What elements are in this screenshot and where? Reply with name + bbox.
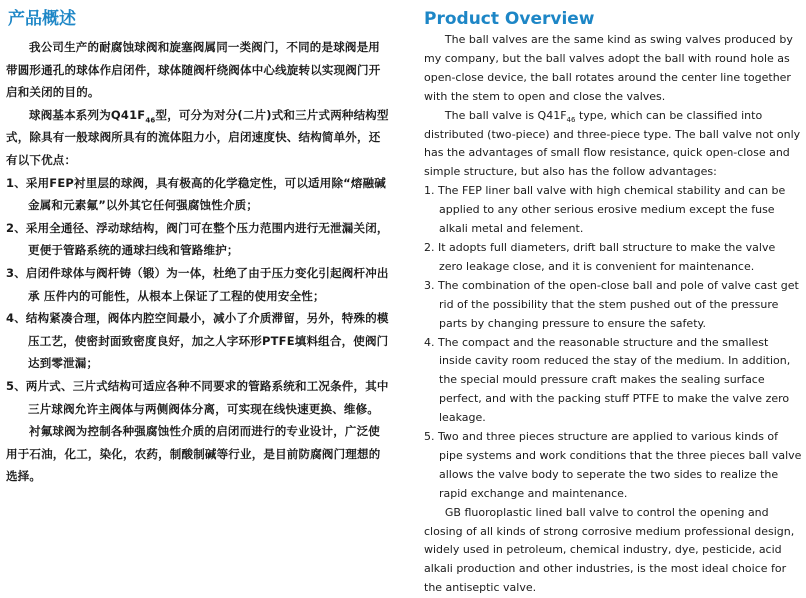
english-basic-series	[424, 107, 802, 183]
chinese-basic-post: 型，可分为对分(二片)式和三片式两种结构型式，除具有一般球阀所具有的流体阻力小，启闭速度快、结构简单外，还有以下优点：	[6, 107, 389, 167]
english-item-1: 1. The FEP liner ball valve with high chemical stability and can be applied to any other serious erosive medium except the fuse alkali metal and felement.	[424, 184, 786, 236]
english-basic-post: type, which can be classified into distributed (two-piece) and three-piece type. The ball valve not only has the advantages of small flow resistance, quick open-close and simple structure, but also has the follow advantages:	[424, 108, 801, 179]
chinese-item-4: 4、结构紧凑合理，阀体内腔空间最小，减小了介质滞留，另外，特殊的模压工艺，使密封面致密度良好，加之人字环形PTFE填料组合，使阀门达到零泄漏；	[6, 311, 389, 371]
chinese-item-2: 2、采用全通径、浮动球结构，阀门可在整个压力范围内进行无泄漏关闭，更便于管路系统的通球扫线和管路维护；	[6, 220, 389, 258]
english-column	[424, 0, 802, 598]
english-intro: The ball valves are the same kind as swing valves produced by my company, but the ball valves adopt the ball with round hole as open-close device, the ball rotates around the center line together with the stem to open and close the valves.	[424, 33, 793, 103]
chinese-item-1: 1、采用FEP衬里层的球阀，具有极高的化学稳定性，可以适用除“熔融碱金属和元素氟”以外其它任何强腐蚀性介质；	[6, 175, 386, 213]
english-item-4: 4. The compact and the reasonable structure and the smallest inside cavity room reduced the stay of the medium. In addition, the special mould pressure craft makes the sealing surface perfect, and with the packing stuff PTFE to make the valve zero leakage.	[424, 335, 791, 425]
chinese-title: 产品概述	[8, 9, 76, 29]
english-item-2: 2. It adopts full diameters, drift ball structure to make the valve zero leakage close, and it is convenient for maintenance.	[424, 240, 776, 273]
english-model-subscript: 46	[566, 115, 576, 124]
english-item-5: 5. Two and three pieces structure are applied to various kinds of pipe systems and work conditions that the three pieces ball valve allows the valve body to seperate the two sides to realize the rapid exchange and maintenance.	[424, 430, 802, 500]
chinese-column	[6, 0, 390, 488]
chinese-model-subscript: 46	[145, 116, 156, 125]
chinese-basic-pre: 球阀基本系列为Q41F	[29, 107, 146, 122]
chinese-item-5: 5、两片式、三片式结构可适应各种不同要求的管路系统和工况条件，其中三片球阀允许主阀体与两侧阀体分离，可实现在线快速更换、维修。	[6, 378, 389, 416]
english-item-3: 3. The combination of the open-close ball and pole of valve cast get rid of the possibility that the stem pushed out of the pressure parts by changing pressure to ensure the safety.	[424, 278, 799, 330]
chinese-item-3: 3、启闭件球体与阀杆铸（锻）为一体，杜绝了由于压力变化引起阀杆冲出承 压件内的可能性，从根本上保证了工程的使用安全性；	[6, 265, 389, 303]
english-closing: GB fluoroplastic lined ball valve to control the opening and closing of all kinds of strong corrosive medium professional design, widely used in petroleum, chemical industry, dye, pesticide, acid alkali production and other industries, is the most ideal choice for the antiseptic valve.	[424, 505, 795, 595]
english-title: Product Overview	[424, 9, 595, 29]
english-basic-pre: The ball valve is Q41F	[444, 108, 567, 122]
chinese-intro: 我公司生产的耐腐蚀球阀和旋塞阀属同一类阀门，不同的是球阀是用带圆形通孔的球体作启闭件，球体随阀杆绕阀体中心线旋转以实现阀门开启和关闭的目的。	[6, 40, 381, 100]
chinese-basic-series	[6, 104, 390, 172]
chinese-closing: 衬氟球阀为控制各种强腐蚀性介质的启闭而进行的专业设计，广泛使用于石油，化工，染化，农药，制酸制碱等行业，是目前防腐阀门理想的选择。	[6, 424, 381, 484]
